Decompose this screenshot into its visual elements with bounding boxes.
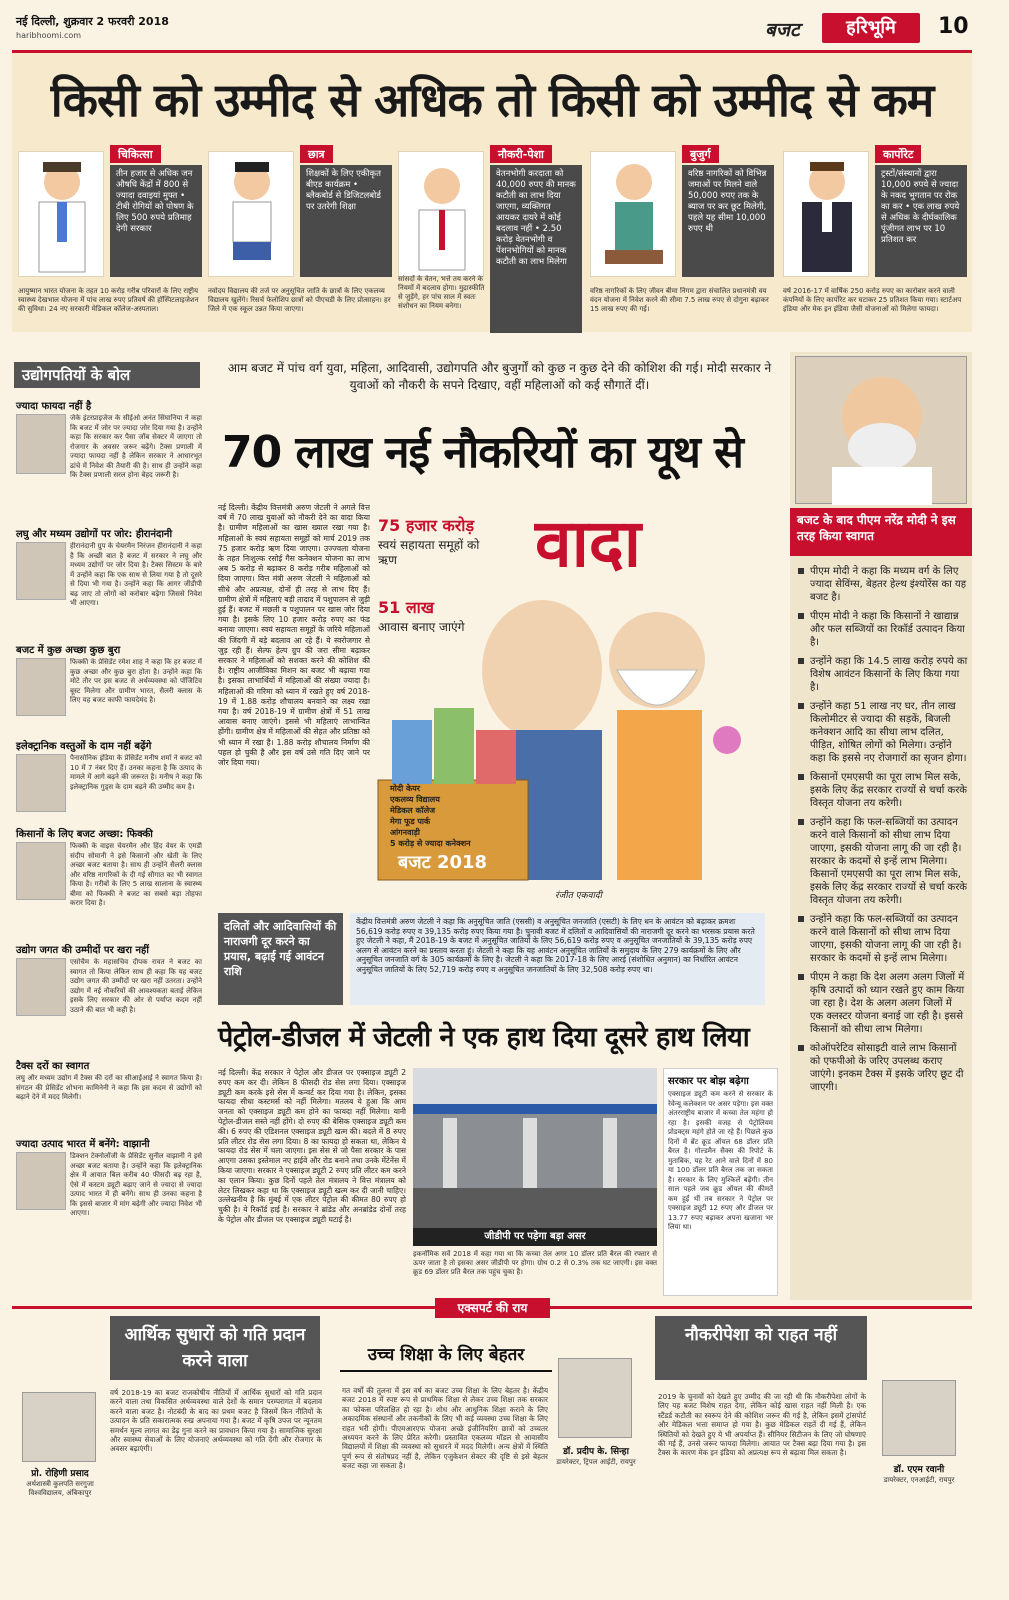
industry-heading: इलेक्ट्रानिक वस्तुओं के दाम नहीं बढ़ेंगे	[16, 741, 152, 752]
stat-loan-value: 75 हजार करोड़	[378, 516, 474, 535]
category-caption: नवोदय विद्यालय की तर्ज पर अनुसूचित जाति के छात्रों के लिए एकलव्य विद्यालय खुलेंगे। रिसर्च फेलोशिप छात्रों को पीएचडी के लिए प्रोत्साहन। हर जिले में एक स्कूल उन्नत किया जाएगा।	[208, 287, 391, 313]
expert2-photo	[558, 1358, 632, 1438]
list-item: कोऑपरेटिव सोसाइटी वाले लाभ किसानों को एफपीओ के जरिए उपलब्ध कराए जाएंगे। इनकम टैक्स में इसके जरिए छूट दी जाएगी।	[798, 1042, 968, 1094]
category-tag: नौकरी-पेशा	[490, 145, 552, 163]
stat-housing-label: आवास बनाए जाएंगे	[378, 620, 465, 634]
photo-note: इकनॉमिक सर्वे 2018 में कहा गया था कि कच्चा तेल अगर 10 डॉलर प्रति बैरल की रफ्तार से ऊपर जाता है तो इसका असर जीडीपी पर होगा। ग्रोथ 0.2 से 0.3% तक घट जाएगी। इस वक्त क्रूड 69 डॉलर प्रति बैरल तक पहुंच चुका है।	[413, 1250, 657, 1276]
petrol-pump-photo	[413, 1068, 657, 1241]
industry-heading: ज्यादा फायदा नहीं है	[16, 401, 92, 412]
industry-heading: ज्यादा उत्पाद भारत में बनेंगे: वाझानी	[16, 1139, 150, 1150]
expert3-name: डॉ. एएम रवानी	[893, 1465, 945, 1475]
brand-logo: हरिभूमि	[822, 13, 920, 43]
person-photo	[16, 1152, 66, 1210]
expert2-title: उच्च शिक्षा के लिए बेहतर	[340, 1342, 552, 1372]
expert1-role: अर्थशास्त्री कुलपति सरगुजा विश्वविद्यालय, अंबिकापुर	[26, 1480, 94, 1497]
list-item: पीएम ने कहा कि देश अलग अलग जिलों में कृषि उत्पादों को ध्यान रखते हुए काम किया जा रहा है। देश के अलग अलग जिलों में एक क्लस्टर योजना बनाई जा रही है। इससे किसानों को सीधा लाभ मिलेगा।	[798, 971, 968, 1036]
industry-text: जेके इंटरप्राइजेज के सीईओ अनंत सिंघानिया ने कहा कि बजट में जोर पर ज्यादा जोर दिया गया है। उन्होंने कहा कि सरकार कर पैसा जॉब सेक्टर में जाएगा तो रोजगार के अवसर जरूर बढ़ेंगे। टैक्स प्रणाली में ज्यादा फायदा नहीं है लेकिन सरकार ने आधारभूत ढांचे में निवेश की तैयारी की है। साथ ही उन्होंने कहा कि टैक्स प्रणाली सरल होना बेहद जरूरी है।	[70, 414, 202, 479]
expert3-photo	[882, 1380, 956, 1456]
industry-heading: किसानों के लिए बजट अच्छा: फिक्की	[16, 829, 153, 840]
industry-text: एसोचैम के महासचिव दीपक रावत ने बजट का स्वागत तो किया लेकिन साथ ही कहा कि यह बजट उद्योग जगत की उम्मीदों पर खरा नहीं उतरता। उन्होंने उद्योग में नई नौकरियों की आवश्यकता बताई लेकिन इसके लिए सरकार की ओर से पर्याप्त कदम नहीं उठाने की बात भी कही है।	[70, 958, 202, 1014]
list-item: उन्होंने कहा कि 14.5 लाख करोड़ रुपये का विशेष आवंटन किसानों के लिए किया गया है।	[798, 655, 968, 694]
stat-housing-value: 51 लाख	[378, 598, 434, 617]
industry-heading: टैक्स दरों का स्वागत	[16, 1061, 90, 1072]
dateline: नई दिल्ली, शुक्रवार 2 फरवरी 2018	[16, 15, 169, 28]
employee-cartoon-icon	[398, 151, 484, 277]
industry-heading: बजट में कुछ अच्छा कुछ बुरा	[16, 645, 121, 656]
category-caption: वरिष्ठ नागरिकों के लिए जीवन बीमा निगम द्वारा संचालित प्रधानमंत्री वय वंदन योजना में निवेश करने की सीमा 7.5 लाख रुपए से दोगुना बढ़ाकर 15 लाख रुपए की गई।	[590, 287, 769, 313]
expert2-text: गत वर्षों की तुलना में इस वर्ष का बजट उच्च शिक्षा के लिए बेहतर है। केंद्रीय बजट 2018 में स्पष्ट रूप से प्राथमिक शिक्षा से लेकर उच्च शिक्षा तक सरकार का फोकस परिलक्षित हो रहा है। शोध और आधुनिक शिक्षा कराने के लिए अकादमिक संस्थानों और तकनीकों के लिए भी कई व्यवस्था उच्च शिक्षा के लिए राहत भरी होगी। पीएमआरएफ योजना अच्छे इंजीनियरिंग छात्रों को उच्चतर अध्ययन करने के लिए प्रेरित करेगी। प्रस्तावित एकलव्य मॉडल से आवासीय विद्यालयों में शिक्षा की व्यवस्था को सुधारने में मदद मिलेगी। अन्य क्षेत्रों में स्थिति पूर्ण रूप से संतोषप्रद नहीं है, लेकिन एजुकेशन सेक्टर की दृष्टि से इसे बेहतर बजट कहा जा सकता है।	[342, 1386, 548, 1471]
industry-heading: लघु और मध्यम उद्योगों पर जोर: हीरानंदानी	[16, 529, 173, 540]
basket-item-labels: मोदी केयर एकलव्य विद्यालय मेडिकल कॉलेज मेगा फूड पार्क आंगनवाड़ी 5 करोड़ से ज्यादा कनेक्शन	[390, 784, 471, 848]
person-photo	[16, 542, 66, 600]
category-corporate	[783, 145, 973, 335]
industry-text: लघु और मध्यम उद्योग में टैक्स की दरों का सीआईआई ने स्वागत किया है। संगठन की प्रेसिडेंट शोभना कामिनेनी ने कहा कि इस कदम से उद्योगों को बढ़ाने देने में मदद मिलेगी।	[16, 1074, 202, 1101]
industry-text: डिक्शन टेक्नोलॉजी के प्रेसिडेंट सुनील वाझानी ने इसे अच्छा बजट बताया है। उन्होंने कहा कि इलेक्ट्रानिक क्षेत्र में आयात बिल करीब 40 फीसदी बढ़ रहा है, ऐसे में कस्टम ड्यूटी बढ़ाए जाने से ज्यादा से ज्यादा उत्पाद भारत में ही बनेंगे। साथ ही उनका कहना है कि इससे बाजार में मांग बढ़ेगी और ज्यादा निवेश भी आएगा।	[70, 1152, 202, 1217]
pm-points	[798, 565, 968, 1100]
center-body: नई दिल्ली। केंद्रीय वित्तमंत्री अरुण जेटली ने अगले वित्त वर्ष में 70 लाख युवाओं को नौकरी देने का वादा किया है। ग्रामीण महिलाओं का खास ख्याल रखा गया है। महिलाओं के स्वयं सहायता समूहों को मार्च 2019 तक 75 हजार करोड़ ऋण दिया जाएगा। उज्ज्वला योजना के तहत निःशुल्क रसोई गैस कनेक्शन योजना का लाभ अब 5 करोड़ से बढ़ाकर 8 करोड़ गरीब महिलाओं को दिया जाएगा। वित्त मंत्री अरुण जेटली ने महिलाओं को सीधे और अप्रत्यक्ष, दोनों ही तरह से लाभ दिए हैं। ग्रामीण क्षेत्रों में महिलाएं बड़ी तादाद में पशुपालन से जुड़ी हुई हैं। बजट में मछली व पशुपालन पर खास जोर दिया गया है। इसके लिए 10 हजार करोड़ रुपए का फंड बनाया जाएगा। स्वयं सहायता समूहों के जरिये महिलाओं की जिंदगी में बड़े बदलाव आ रहे हैं। ये स्वरोजगार से जुड़ रही हैं। सेल्फ हेल्प ग्रुप की जरा सीमा बढ़ाकर सरकार ने महिलाओं को सशक्त करने की कोशिश की है। राष्ट्रीय आजीविका मिशन का बजट भी बढ़ाया गया है। इसका लाभार्थियों में महिलाओं की संख्या ज्यादा है। महिलाओं की गरिमा को ध्यान में रखते हुए वर्ष 2018-19 में 1.88 करोड़ शौचालय बनवाने का लक्ष्य रखा गया है। वर्ष 2018-19 में ग्रामीण क्षेत्रों में 51 लाख आवास बनाए जाएंगे। इससे भी महिलाएं लाभान्वित होंगी। ग्रामीण क्षेत्र में महिलाओं की सेहत और प्रतिष्ठा को भी ध्यान में रखा है। 1.88 करोड़ शौचालय निर्माण की पहल हो चुकी है और इस वर्ष उसे गति दिए जाने पर जोर दिया गया।	[218, 503, 370, 768]
expert2-name: डॉ. प्रदीप के. सिन्हा	[563, 1447, 629, 1457]
page-number: 10	[938, 14, 969, 39]
doctor-cartoon-icon	[18, 151, 104, 277]
person-photo	[16, 958, 66, 1016]
category-salaried	[398, 145, 588, 335]
category-health	[18, 145, 208, 335]
student-cartoon-icon	[208, 151, 294, 277]
category-bullets: वरिष्ठ नागरिकों को विभिन्न जमाओं पर मिलने वाले 50,000 रुपए तक के ब्याज पर कर छूट मिलेगी, पहले यह सीमा 10,000 रुपए थी	[682, 165, 774, 277]
industry-text: पैनासोनिक इंडिया के प्रेसिडेंट मनीष शर्मा ने बजट को 10 में 7 नंबर दिए हैं। उनका कहना है कि उत्पाद के मामले में आगे बढ़ने की जरूरत है। मनीष ने कहा कि इलेक्ट्रानिक गुड्स के दाम बढ़ने की उम्मीद कम है।	[70, 754, 202, 791]
expert1-photo	[22, 1392, 96, 1462]
sarkar-box	[663, 1068, 778, 1296]
sarkar-text: एक्साइज ड्यूटी कम करने से सरकार के रेवेन्यू कलेक्शन पर असर पड़ेगा। इस वक्त अंतरराष्ट्रीय बाजार में कच्चा तेल महंगा हो रहा है। इसकी वजह से पेट्रोलियम प्रोडक्ट्स महंगे होते जा रहे हैं। पिछले कुछ दिनों में ब्रेंट क्रूड ऑयल 68 डॉलर प्रति बैरल है। गोल्डमैन सैक्स की रिपोर्ट के मुताबिक, यह रेट आने वाले दिनों में 80 या 100 डॉलर प्रति बैरल तक जा सकता है। सरकार के लिए मुश्किलें बढ़ेंगी। तीन साल पहले जब क्रूड ऑयल की कीमतें कम हुईं थीं तब सरकार ने पेट्रोल पर एक्साइज ड्यूटी 12 रुपए और डीजल पर 13.77 रुपए बढ़ाकर अपना खजाना भर लिया था।	[668, 1090, 773, 1231]
industry-text: फिक्की के वाइस चेयरमैन और हिंद वेयर के एमडी संदीप सोमानी ने इसे किसानों और खेती के लिए अच्छा बजट बताया है। साथ ही उन्होंने सैलरी क्लास और वरिष्ठ नागरिकों के दी गई सौगात का भी स्वागत किया है। गरीबों के लिए 5 लाख सालाना के स्वास्थ्य बीमा को फिक्की ने बजट का सबसे बड़ा तोहफा करार दिया है।	[70, 842, 202, 907]
category-tag: छात्र	[300, 145, 333, 163]
elderly-cartoon-icon	[590, 151, 676, 277]
list-item: किसानों एमएसपी का पूरा लाभ मिल सके, इसके लिए केंद्र सरकार राज्यों से चर्चा करके विस्तृत योजना तय करेगी।	[798, 771, 968, 810]
industry-heading: उद्योग जगत की उम्मीदों पर खरा नहीं	[16, 945, 149, 956]
person-photo	[16, 658, 66, 716]
expert1-name: प्रो. रोहिणी प्रसाद	[31, 1469, 89, 1479]
category-caption: सांसदों के वेतन, भत्ते तय करने के नियमों में बदलाव होगा। मुद्रास्फीति से जुड़ेंगे, हर पांच साल में स्वतः संशोधन का नियम बनेगा।	[398, 275, 485, 310]
petrol-body: नई दिल्ली। केंद्र सरकार ने पेट्रोल और डीजल पर एक्साइज ड्यूटी 2 रुपए कम कर दी। लेकिन 8 फीसदी रोड सेस लगा दिया। एक्साइज ड्यूटी कम करके इसे सेस में कन्वर्ट कर दिया गया है। लेकिन, इसका फायदा सीधा कस्टमर्स को नहीं मिलेगा। मतलब ये हुआ कि आम जनता को एक्साइज ड्यूटी कम होने का फायदा नहीं मिलेगा। यानी पेट्रोल-डीजल सस्ते नहीं होंगे। दो रुपए की बेसिक एक्साइज ड्यूटी कम की। 6 रुपए की एडिशनल एक्साइज ड्यूटी खत्म की। बदले में 8 रुपए प्रति लीटर रोड सेस लगा दिया। 8 का फायदा हो सकता था, लेकिन ये फायदा रोड सेस में चला जाएगा। इस सेस से जो पैसा सरकार के पास आएगा उसका इस्तेमाल नए हाईवे और रोड बनाने तथा उनके मेंटेनेंस में किया जाएगा। सरकार ने एक्साइज ड्यूटी 2 रुपए प्रति लीटर कम करने का एलान किया। कुछ दिनों पहले तेल मंत्रालय ने वित्त मंत्रालय को लेटर लिखकर कहा था कि एक्साइज ड्यूटी खत्म कर दी जानी चाहिए। उल्लेखनीय है कि मुंबई में एक लीटर पेट्रोल की कीमत 80 रुपए हो चुकी है। ये रिकॉर्ड हाई है। सरकार ने ब्रांडेड और अनब्रांडेड दोनों तरह के पेट्रोल और डीजल पर एक्साइज ड्यूटी घटाई है।	[218, 1068, 406, 1224]
expert3-text: 2019 के चुनावों को देखते हुए उम्मीद की जा रही थी कि नौकरीपेशा लोगों के लिए यह बजट विशेष राहत देगा, लेकिन कोई खास राहत नहीं मिली है। एक स्टैंडर्ड कटौती का स्वरूप देने की कोशिश जरूर की गई है, लेकिन इसमें ट्रांसपोर्ट और मेडिकल भत्ता समाप्त हो गया है। कुछ मेडिकल राहतें दी गई हैं, लेकिन स्थितियों को देखते हुए ये भी अपर्याप्त हैं। सीनियर सिटीजन के लिए जो घोषणाएं की गई हैं, उनसे जरूर फायदा मिलेगा। आयात पर टैक्स बढ़ा दिया गया है। इस टैक्स के कारण मेक इन इंडिया को अप्रत्यक्ष रूप से बढ़ावा मिल सकता है।	[658, 1392, 866, 1458]
category-bullets: ट्रस्टों/संस्थानों द्वारा 10,000 रुपये से ज्यादा के नकद भुगतान पर रोक का कर • एक लाख रुपये से अधिक के दीर्घकालिक पूंजीगत लाभ पर 10 प्रतिशत कर	[875, 165, 967, 277]
category-tag: कार्पोरेट	[875, 145, 921, 163]
photo-caption: जीडीपी पर पड़ेगा बड़ा असर	[413, 1228, 657, 1246]
list-item: पीएम मोदी ने कहा कि मध्यम वर्ग के लिए ज्यादा सेविंग्स, बेहतर हेल्थ इंश्योरेंस का यह बजट है।	[798, 565, 968, 604]
petrol-headline: पेट्रोल-डीजल में जेटली ने एक हाथ दिया दूसरे हाथ लिया	[218, 1022, 750, 1053]
expert3-role: डायरेक्टर, एनआईटी, रायपुर	[883, 1476, 955, 1484]
pm-portrait	[795, 356, 967, 504]
category-bullets: शिक्षकों के लिए एकीकृत बीएड कार्यक्रम • ब्लैकबोर्ड से डिजिटलबोर्ड पर उतरेगी शिक्षा	[300, 165, 392, 277]
industry-text: फिक्की के प्रेसिडेंट रमेश शाह ने कहा कि हर बजट में कुछ अच्छा और कुछ बुरा होता है। उन्होंने कहा कि मोटे तौर पर इस बजट से अर्थव्यवस्था को पॉजिटिव बूस्ट मिलेगा और ग्रामीण भारत, सैलरी क्लास के लिए यह बजट काफी फायदेमंद है।	[70, 658, 202, 704]
list-item: उन्होंने कहा कि फल-सब्जियों का उत्पादन करने वाले किसानों को सीधा लाभ दिया जाएगा, इसकी योजना लागू की जा रही है। सरकार के कदमों से इन्हें लाभ मिलेगा। किसानों एमएसपी का पूरा लाभ मिल सके, इसके लिए केंद्र सरकार राज्यों से चर्चा करके विस्तृत योजना तय करेगी।	[798, 816, 968, 907]
pm-title: बजट के बाद पीएम नरेंद्र मोदी ने इस तरह किया स्वागत	[790, 508, 972, 556]
category-caption: आयुष्मान भारत योजना के तहत 10 करोड़ गरीब परिवारों के लिए राष्ट्रीय स्वास्थ्य देखभाल योजना में पांच लाख रुपए प्रतिवर्ष की हॉस्पिटलाइजेशन की सुविधा। 24 नए सरकारी मेडिकल कॉलेज-अस्पताल।	[18, 287, 199, 313]
category-tag: चिकित्सा	[110, 145, 161, 163]
person-photo	[16, 414, 66, 474]
site-url[interactable]: haribhoomi.com	[16, 31, 82, 40]
expert-tag: एक्सपर्ट की राय	[435, 1298, 550, 1318]
list-item: पीएम मोदी ने कहा कि किसानों ने खाद्यान्न और फल सब्जियों का रिकॉर्ड उत्पादन किया है।	[798, 610, 968, 649]
industry-title: उद्योगपतियों के बोल	[14, 362, 200, 388]
person-photo	[16, 842, 66, 900]
basket-label: बजट 2018	[398, 852, 488, 873]
dalit-title: दलितों और आदिवासियों की नाराजगी दूर करने का प्रयास, बढ़ाई गई आवंटन राशि	[218, 913, 343, 1005]
industry-text: हीरानंदानी ग्रुप के चेयरमैन निरंजन हीरानंदानी ने कहा है कि अच्छी बात है बजट में सरकार ने लघु और मध्यम उद्योगों पर जोर दिया है। टैक्स सिस्टम के बारे में उन्होंने कहा कि एक साथ से लिया गया है तो दूसरे से दिया भी गया है। उन्होंने कहा कि आगर जीडीपी बढ़ जाए तो लोगों को करोबार बढ़ेगा जिससे निवेश भी आएगा।	[70, 542, 202, 607]
expert1-title: आर्थिक सुधारों को गति प्रदान करने वाला	[110, 1316, 320, 1380]
category-bullets: तीन हजार से अधिक जन औषधि केंद्रों में 800 से ज्यादा दवाइयां मुफ्त • टीबी रोगियों को पोषण के लिए 500 रुपये प्रतिमाह देगी सरकार	[110, 165, 202, 277]
center-headline: 70 लाख नई नौकरियों का यूथ से	[222, 427, 743, 478]
center-intro: आम बजट में पांच वर्ग युवा, महिला, आदिवासी, उद्योगपति और बुजुर्गों को कुछ न कुछ देने की कोशिश की गई। मोदी सरकार ने युवाओं को नौकरी के सपने दिखाए, वहीं महिलाओं को कई सौगातें दीं।	[227, 361, 772, 392]
expert1-text: वर्ष 2018-19 का बजट राजकोषीय नीतियों में आर्थिक सुधारों को गति प्रदान करने वाला तथा विकसित अर्थव्यवस्था वाले देशों के समान परम्परागत में बदलाव करने वाला बजट है। नोटबंदी के बाद का प्रथम बजट है जिसमें किन नीतियों के उत्पादन के प्रति सकारात्मक रुख अपनाया गया है। बजट में कृषि उपज पर न्यूनतम समर्थन मूल्य लागत का डेढ़ गुना करने का प्रावधान किया गया है। सामाजिक सुरक्षा और स्वास्थ्य सेवाओं के लिए योजनाएं अर्थव्यवस्था को गति देंगी और रोजगार के अवसर बढ़ाएंगी।	[110, 1388, 322, 1454]
cartoonist-signature: रंजीत एकवादी	[555, 891, 603, 901]
person-photo	[16, 754, 66, 812]
category-bullets: वेतनभोगी करदाता को 40,000 रुपए की मानक कटौती का लाभ दिया जाएगा, व्यक्तिगत आयकर दायरे में कोई बदलाव नहीं • 2.50 करोड़ वेतनभोगी व पेंशनभोगियों को मानक कटौती का लाभ मिलेगा	[490, 165, 582, 333]
list-item: उन्होंने कहा कि फल-सब्जियों का उत्पादन करने वाले किसानों को सीधा लाभ दिया जाएगा, इसकी योजना लागू की जा रही है। सरकार के कदमों से इन्हें लाभ मिलेगा।	[798, 913, 968, 965]
stat-loan-label: स्वयं सहायता समूहों को ऋण	[378, 538, 480, 567]
main-headline: किसी को उम्मीद से अधिक तो किसी को उम्मीद से कम	[50, 73, 934, 127]
industry-column	[16, 398, 202, 1298]
section-label: बजट	[765, 19, 800, 41]
dalit-text: केंद्रीय वित्तमंत्री अरुण जेटली ने कहा कि अनुसूचित जाति (एससी) व अनुसूचित जनजाति (एसटी) के लिए धन के आवंटन को बढ़ाकर क्रमशः 56,619 करोड़ रुपए व 39,135 करोड़ रुपए किया गया है। चुनावी बजट में दलितों व आदिवासियों की नाराजगी दूर करने का भरसक प्रयास करते हुए जेटली ने कहा, मैं 2018-19 के बजट में अनुसूचित जातियों के लिए 56,619 करोड़ रुपए व अनुसूचित जनजातियों के 39,135 करोड़ रुपए अलग से आवंटन करने का प्रस्ताव करता हूं। जेटली ने कहा कि यह आवंटन अनुसूचित जातियों के समुदाय के लिए 279 कार्यक्रमों के लिए और अनुसूचित जनजाति वर्ग के 305 कार्यक्रमों के लिए है। जेटली ने कहा कि 2017-18 के लिए आरई (संशोधित अनुमान) का निर्धारित आवंटन अनुसूचित जातियों के लिए 52,719 करोड़ रुपए व अनुसूचित जनजातियों के लिए 32,508 करोड़ रुपए था।	[350, 913, 765, 1005]
category-elderly	[590, 145, 780, 335]
expert2-role: डायरेक्टर, ट्रिपल आईटी, रायपुर	[556, 1458, 636, 1466]
list-item: उन्होंने कहा 51 लाख नए घर, तीन लाख किलोमीटर से ज्यादा की सड़कें, बिजली कनेक्शन आदि का सीधा लाभ दलित, पीड़ित, शोषित लोगों को मिलेगा। उन्होंने कहा कि इससे नए रोजगारों का सृजन होगा।	[798, 700, 968, 765]
businessman-cartoon-icon	[783, 151, 869, 277]
expert3-title: नौकरीपेशा को राहत नहीं	[655, 1316, 867, 1380]
sarkar-title: सरकार पर बोझ बढ़ेगा	[668, 1076, 749, 1087]
category-students	[208, 145, 398, 335]
center-headline-word: वादा	[535, 505, 641, 582]
category-caption: वर्ष 2016-17 में वार्षिक 250 करोड़ रुपए का कारोबार करने वाली कंपनियों के लिए कार्पोरेट कर घटाकर 25 प्रतिशत किया गया। स्टार्टअप इंडिया और मेक इन इंडिया जैसी योजनाओं को मिलेगा फायदा।	[783, 287, 962, 313]
category-tag: बुजुर्ग	[682, 145, 719, 163]
